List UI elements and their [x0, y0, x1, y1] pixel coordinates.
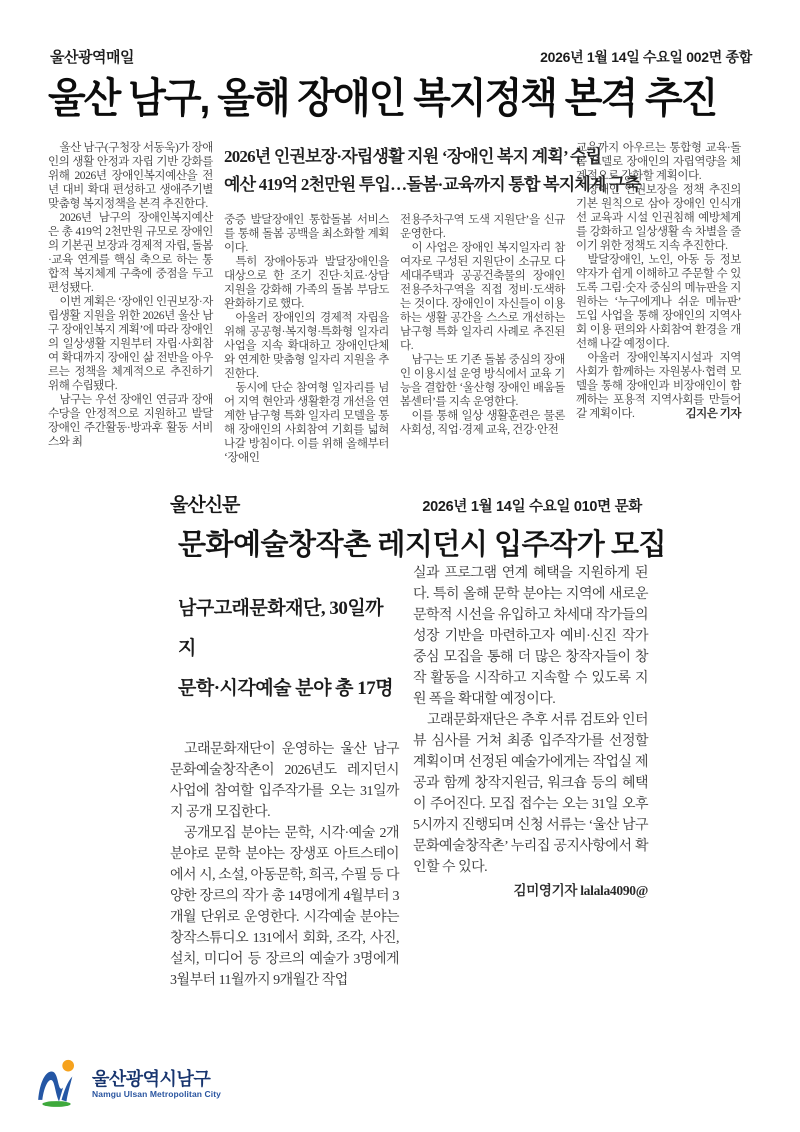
- paragraph: 고래문화재단이 운영하는 울산 남구 문화예술창작촌이 2026년도 레지던시 사업에 참여할 입주작가를 오는 31일까지 공개 모집한다.: [170, 742, 399, 820]
- paragraph: 남구는 우선 장애인 연금과 장애 수당을 안정적으로 지원하고 발달장애인 주간활동·방과후 활동 서비스와 최: [48, 394, 213, 448]
- article-2-dateline: 2026년 1월 14일 수요일 010면 문화: [422, 499, 642, 515]
- article-2-masthead: 울산신문: [170, 495, 240, 516]
- article-1-column-2: [224, 213, 389, 465]
- article-2-headline: 문화예술창작촌 레지던시 입주작가 모집: [178, 529, 666, 561]
- paragraph: 발달장애인, 노인, 아동 등 정보약자가 쉽게 이해하고 주문할 수 있도록 그림·숫자 중심의 메뉴판을 지원하는 ‘누구에게나 쉬운 메뉴판’ 도입 사업을 통해 장애인의 지역사회 이용 편의와 사회참여 환경을 개선해 나갈 예정이다.: [576, 254, 741, 350]
- article-2: [170, 490, 666, 991]
- namgu-logo-text: [92, 1069, 221, 1099]
- article-1-subheadline-line-1: 2026년 인권보장·자립생활 지원 ‘장애인 복지 계획’ 수립: [224, 147, 602, 166]
- article-1-headline: 울산 남구, 올해 장애인 복지정책 본격 추진: [48, 76, 717, 122]
- article-1-header: [48, 46, 754, 67]
- article-2-column-1: [170, 739, 399, 991]
- article-1-reporter-byline: 김지은 기자: [685, 408, 741, 420]
- paragraph: 남구는 또 기존 돌봄 중심의 장애인 이용시설 운영 방식에서 교육 기능을 결합한 ‘울산형 장애인 배움돌봄센터’를 지속 운영한다.: [400, 354, 565, 408]
- paragraph: 공개모집 분야는 문학, 시각·예술 2개 분야로 문학 분야는 장생포 아트스테이에서 시, 소설, 아동문학, 희곡, 수필 등 다양한 장르의 작가 총 14명에게 4월부터 3개월 단위로 운영한다. 시각예술 분야는 창작스튜디오 131에서 회화, 조각, 사진, 설치, 미디어 등 장르의 예술가 3명에게 3월부터 11월까지 9개월간 작업: [170, 826, 399, 988]
- article-1-masthead: 울산광역매일: [50, 49, 134, 66]
- namgu-logo: [34, 1058, 221, 1110]
- article-1-middle: [224, 141, 641, 465]
- paragraph: 고래문화재단은 추후 서류 검토와 인터뷰 심사를 거쳐 최종 입주작가를 선정할 계획이며 선정된 예술가에게는 작업실 제공과 함께 창작지원금, 워크숍 등의 혜택이 주어진다. 모집 접수는 오는 31일 오후 5시까지 진행되며 신청 서류는 ‘울산 남구 문화예술창작촌’ 누리집 공지사항에서 확인할 수 있다.: [413, 713, 648, 875]
- article-1-column-4-text: [576, 141, 741, 421]
- paragraph: 울산 남구(구청장 서동욱)가 장애인의 생활 안정과 자립 기반 강화를 위해 2026년 장애인복지예산을 전년 대비 확대 편성하고 생애주기별 맞춤형 복지정책을 본격 추진한다.: [48, 142, 213, 210]
- article-1-column-3: [400, 213, 565, 465]
- namgu-logo-english-name: Namgu Ulsan Metropolitan City: [92, 1089, 221, 1099]
- article-2-subheadline-line-2: 문학·시각예술 분야 총 17명: [178, 678, 394, 699]
- paragraph: 이 사업은 장애인 복지일자리 참여자로 구성된 지원단이 소규모 다세대주택과 공공건축물의 장애인전용주차구역을 직접 정비·도색하는 것이다. 장애인이 자신들이 이용하는 생활 공간을 스스로 개선하는 남구형 특화 일자리 사례로 추진된다.: [400, 242, 565, 352]
- paragraph: 중증 발달장애인 통합돌봄 서비스를 통해 돌봄 공백을 최소화할 계획이다.: [224, 214, 389, 254]
- article-1-column-1: [48, 141, 213, 465]
- article-1: [48, 46, 754, 465]
- article-1-subheadline: [224, 141, 641, 199]
- paragraph: 실과 프로그램 연계 혜택을 지원하게 된다. 특히 올해 문학 분야는 지역에 새로운 문학적 시선을 유입하고 차세대 작가들의 성장 기반을 마련하고자 예비·신진 작가 중심 모집을 통해 더 많은 창작자들이 창작 활동을 시작하고 지속할 수 있도록 지원 폭을 확대할 예정이다.: [413, 566, 648, 707]
- namgu-logo-korean-name: 울산광역시남구: [92, 1069, 211, 1089]
- article-1-subheadline-line-2: 예산 419억 2천만원 투입…돌봄·교육까지 통합 복지체계 구축: [224, 175, 641, 194]
- article-2-body: [170, 563, 648, 991]
- article-2-subheadline-line-1: 남구고래문화재단, 30일까지: [178, 598, 384, 659]
- paragraph: 동시에 단순 참여형 일자리를 넘어 지역 현안과 생활환경 개선을 연계한 남구형 특화 일자리 모델을 통해 장애인의 사회참여 기회를 넓혀나갈 방침이다. 이를 위해 올해부터 ‘장애인: [224, 382, 389, 464]
- paragraph: 아울러 장애인의 경제적 자립을 위해 공공형·복지형·특화형 일자리 사업을 지속 확대하고 장애인단체와 연계한 맞춤형 일자리 지원을 추진한다.: [224, 312, 389, 380]
- paragraph: 이번 계획은 ‘장애인 인권보장·자립생활 지원을 위한 2026년 울산 남구 장애인복지 계획’에 따라 장애인의 일상생활 지원부터 자립·사회참여 확대까지 장애인 삶 전반을 아우르는 정책을 체계적으로 추진하기 위해 수립됐다.: [48, 296, 213, 392]
- article-2-reporter-byline: 김미영기자 lalala4090@: [513, 883, 648, 898]
- article-2-column-2-text: [413, 563, 648, 878]
- paragraph: 장애인 인권보장을 정책 추진의 기본 원칙으로 삼아 장애인 인식개선 교육과 시설 인권침해 예방체계를 강화하고 일상생활 속 차별을 줄이기 위한 정책도 지속 추진한다.: [576, 184, 741, 252]
- article-2-column-2: [413, 563, 648, 991]
- article-2-subheadline: [178, 589, 399, 709]
- paragraph: 아울러 장애인복지시설과 지역사회가 함께하는 자원봉사·협력 모델을 통해 장애인과 비장애인이 함께하는 포용적 지역사회를 만들어갈 계획이다.: [576, 352, 741, 420]
- paragraph: 2026년 남구의 장애인복지예산은 총 419억 2천만원 규모로 장애인의 기본권 보장과 경제적 자립, 돌봄·교육 연계를 핵심 축으로 하는 통합적 복지체계 구축에 중점을 두고 편성됐다.: [48, 212, 213, 294]
- paragraph: 특히 장애아동과 발달장애인을 대상으로 한 조기 진단·치료·상담 지원을 강화해 가족의 돌봄 부담도 완화하기로 했다.: [224, 256, 389, 310]
- paragraph: 교육까지 아우르는 통합형 교육·돌봄 모델로 장애인의 자립역량을 체계적으로 강화할 계획이다.: [576, 142, 741, 182]
- article-1-body: [48, 141, 754, 465]
- article-1-dateline: 2026년 1월 14일 수요일 002면 종합: [540, 49, 752, 65]
- paragraph: 이를 통해 일상 생활훈련은 물론 사회성, 직업·경제 교육, 건강·안전: [400, 410, 565, 436]
- paragraph: 전용주차구역 도색 지원단’을 신규 운영한다.: [400, 214, 565, 240]
- article-2-header: [170, 490, 648, 517]
- article-1-column-4: [576, 141, 741, 465]
- namgu-logo-icon: [34, 1058, 84, 1110]
